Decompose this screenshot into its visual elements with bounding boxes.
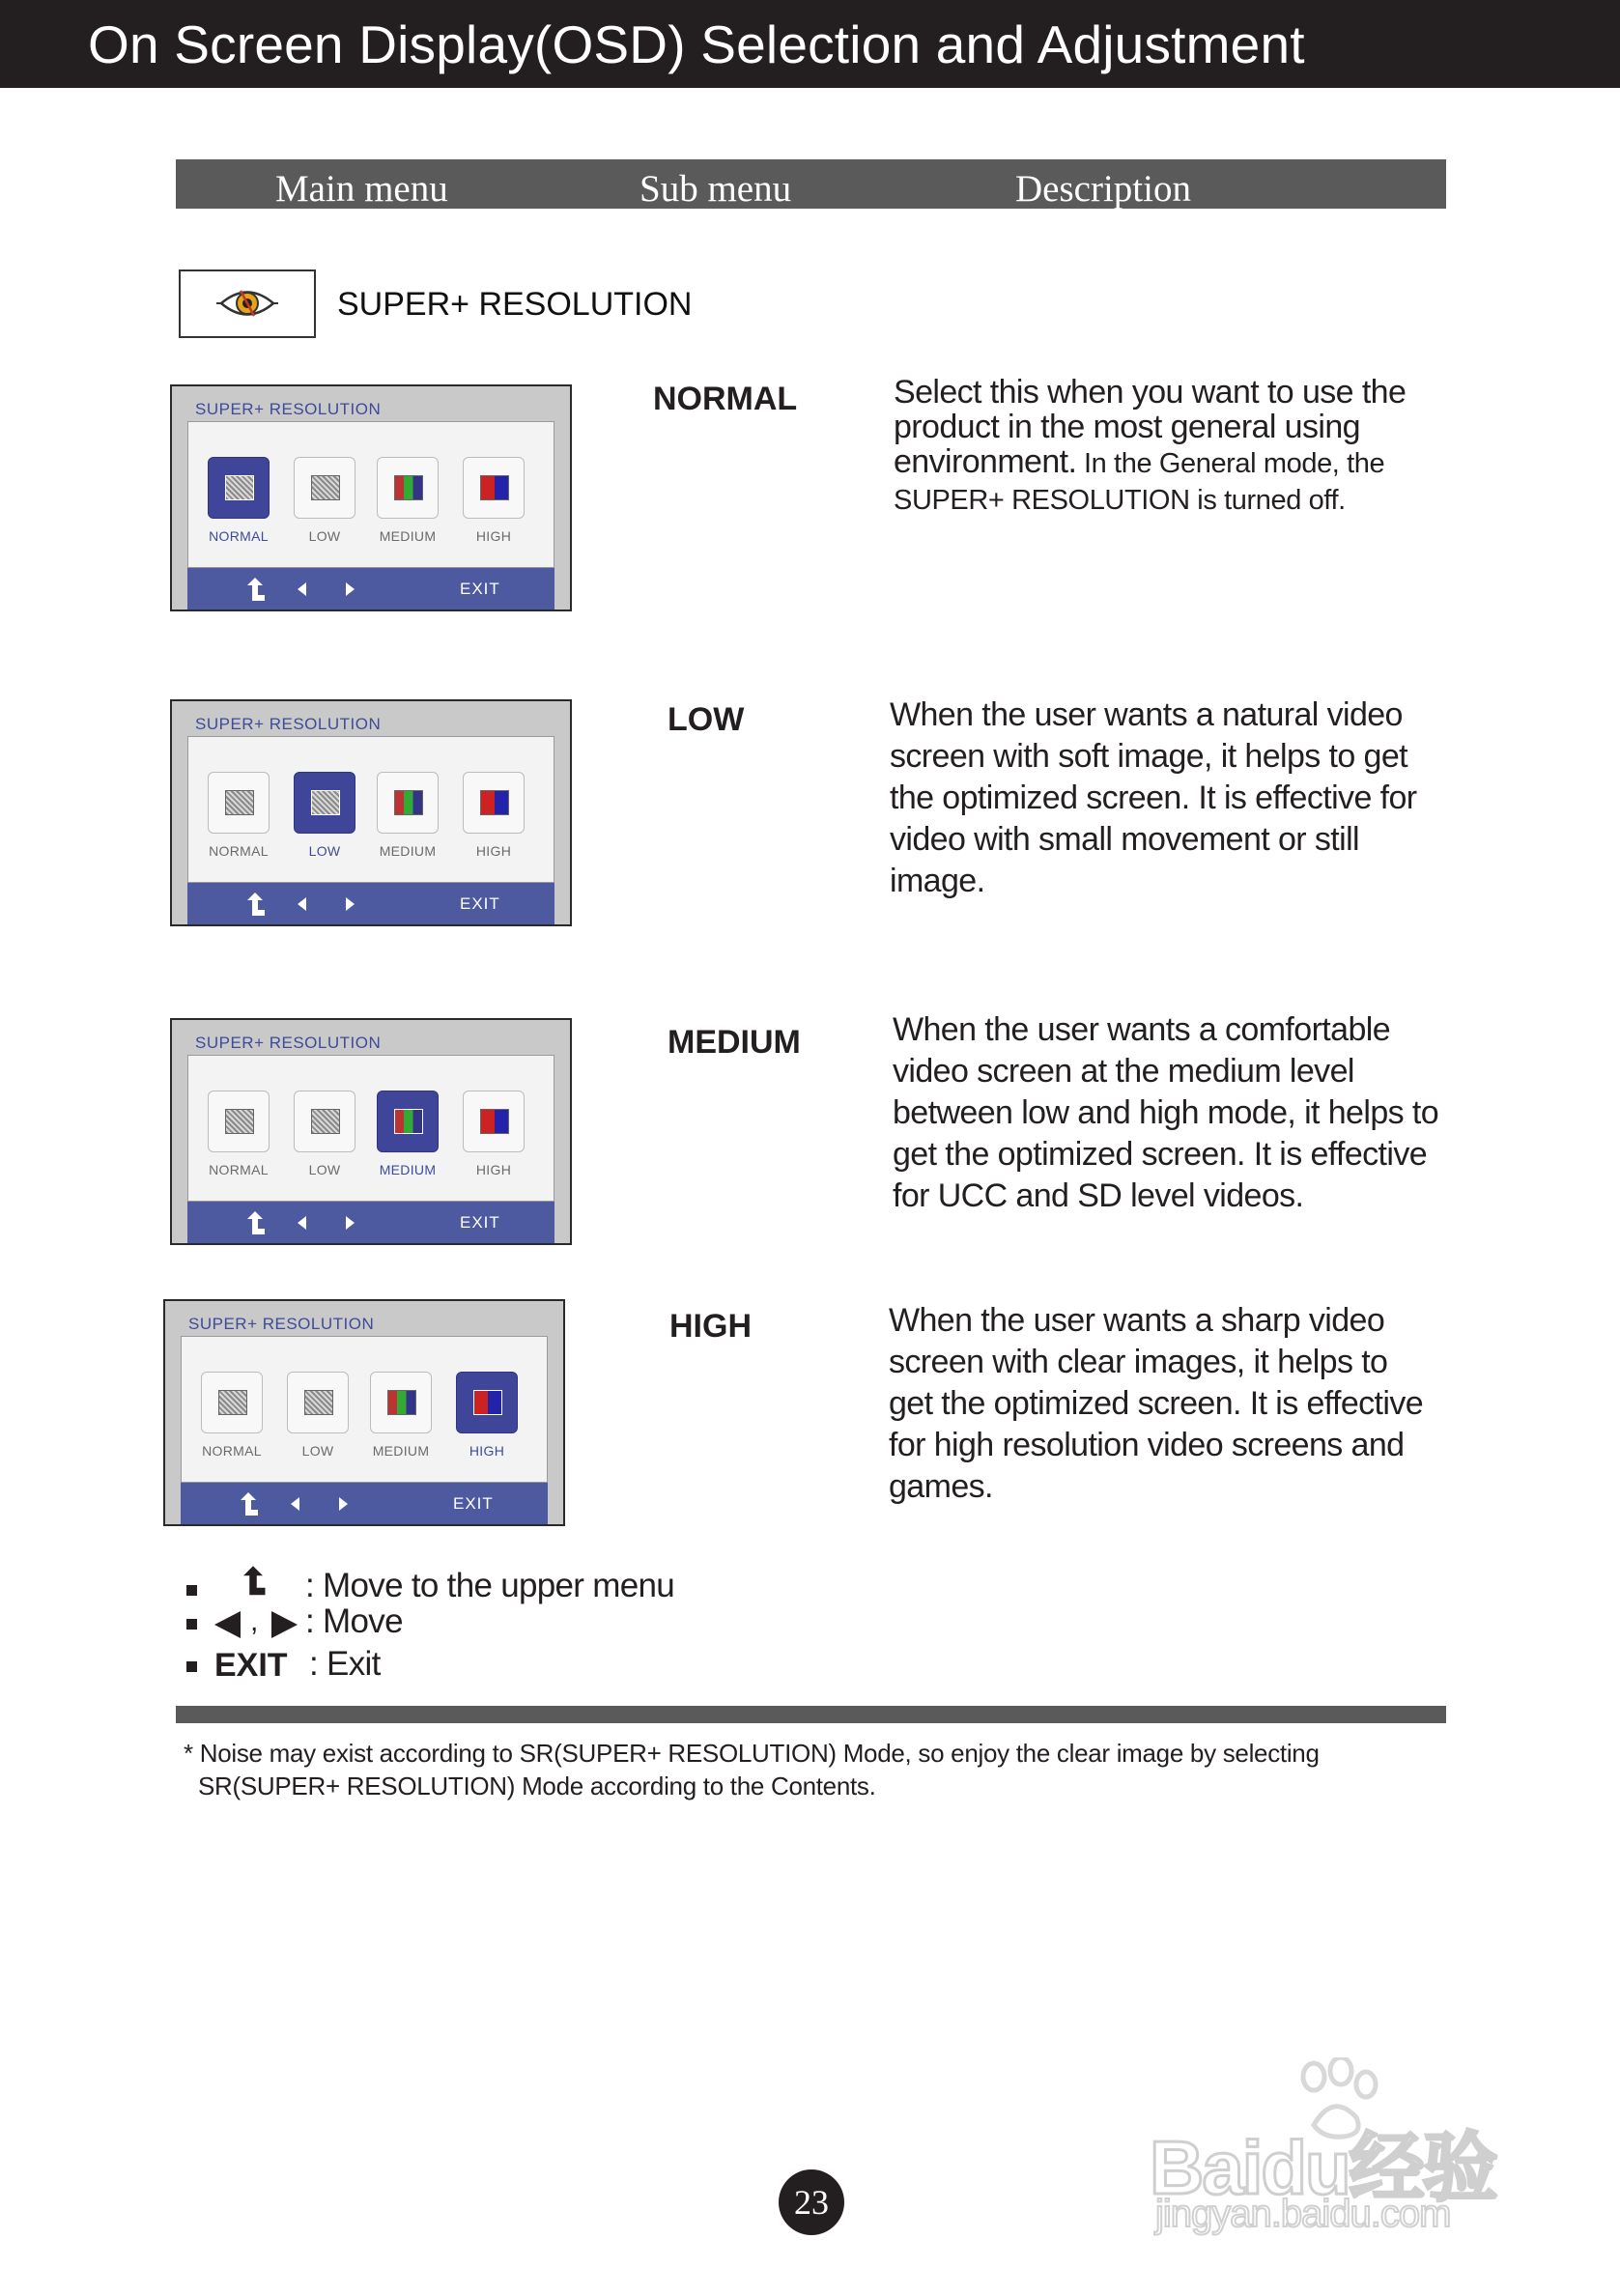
osd-option-medium[interactable] bbox=[377, 457, 439, 519]
description-small-text: In the General mode, the SUPER+ RESOLUTION is turned off. bbox=[894, 448, 1385, 516]
osd-exit-button[interactable]: EXIT bbox=[460, 1213, 500, 1232]
osd-option-normal[interactable] bbox=[208, 457, 270, 519]
option-screen-icon bbox=[387, 1390, 416, 1415]
legend-exit: : Exit bbox=[309, 1645, 381, 1683]
return-arrow-icon[interactable] bbox=[243, 1209, 267, 1234]
return-arrow-icon[interactable] bbox=[243, 576, 267, 601]
main-menu-icon-box bbox=[179, 269, 316, 338]
osd-option-high[interactable] bbox=[463, 1091, 525, 1152]
osd-title: SUPER+ RESOLUTION bbox=[188, 1315, 375, 1333]
osd-panel-medium bbox=[170, 1018, 572, 1245]
right-arrow-icon bbox=[271, 1611, 298, 1638]
legend-bullet bbox=[186, 1661, 197, 1672]
column-main-menu: Main menu bbox=[275, 168, 448, 210]
option-screen-icon bbox=[480, 790, 509, 815]
osd-option-normal[interactable] bbox=[208, 772, 270, 834]
column-sub-menu: Sub menu bbox=[639, 168, 792, 210]
legend-bullet bbox=[186, 1585, 197, 1596]
return-arrow-icon[interactable] bbox=[243, 891, 267, 916]
osd-option-high[interactable] bbox=[463, 772, 525, 834]
right-arrow-icon[interactable] bbox=[346, 897, 355, 911]
osd-panel-high bbox=[163, 1299, 565, 1526]
osd-option-high[interactable] bbox=[463, 457, 525, 519]
page-title: On Screen Display(OSD) Selection and Adjustment bbox=[88, 14, 1305, 74]
watermark-cn: 经验 bbox=[1349, 2125, 1496, 2210]
osd-exit-button[interactable]: EXIT bbox=[460, 894, 500, 913]
osd-option-low[interactable] bbox=[294, 1091, 355, 1152]
option-screen-icon bbox=[225, 790, 254, 815]
osd-panel-normal bbox=[170, 384, 572, 611]
osd-options-area bbox=[181, 1336, 548, 1483]
option-screen-icon bbox=[218, 1390, 247, 1415]
osd-option-medium[interactable] bbox=[377, 1091, 439, 1152]
osd-options-area bbox=[187, 421, 554, 568]
osd-options-area bbox=[187, 1055, 554, 1202]
sub-menu-medium: MEDIUM bbox=[668, 1024, 801, 1061]
description-medium: When the user wants a comfortable video screen at the medium level between low and high mode, it helps to get the optimized screen. It is effective for UCC and SD level videos. bbox=[893, 1011, 1439, 1214]
option-screen-icon bbox=[394, 475, 423, 500]
osd-option-low[interactable] bbox=[287, 1372, 349, 1433]
option-screen-icon bbox=[311, 475, 340, 500]
option-screen-icon bbox=[225, 1109, 254, 1134]
sub-menu-normal: NORMAL bbox=[653, 381, 798, 417]
right-arrow-icon[interactable] bbox=[339, 1497, 348, 1511]
osd-option-label: LOW bbox=[308, 528, 341, 544]
legend-separator: , bbox=[250, 1605, 258, 1637]
footnote-line-2: SR(SUPER+ RESOLUTION) Mode according to the Contents. bbox=[198, 1772, 876, 1800]
osd-option-label: MEDIUM bbox=[379, 843, 437, 859]
osd-option-low[interactable] bbox=[294, 457, 355, 519]
osd-options-area bbox=[187, 736, 554, 883]
osd-nav-bar bbox=[187, 883, 554, 924]
osd-option-label: LOW bbox=[301, 1443, 334, 1459]
legend-exit-key: EXIT bbox=[214, 1647, 288, 1684]
description-high: When the user wants a sharp video screen with clear images, it helps to get the optimized screen. It is effective for high resolution video screens and games. bbox=[889, 1302, 1424, 1505]
osd-panel-low bbox=[170, 699, 572, 926]
osd-option-label: MEDIUM bbox=[372, 1443, 430, 1459]
legend-upper-menu: : Move to the upper menu bbox=[305, 1567, 675, 1604]
legend-bullet bbox=[186, 1619, 197, 1630]
osd-title: SUPER+ RESOLUTION bbox=[195, 1034, 382, 1052]
osd-nav-bar bbox=[187, 1202, 554, 1243]
osd-exit-button[interactable]: EXIT bbox=[460, 580, 500, 598]
osd-option-label: MEDIUM bbox=[379, 528, 437, 544]
osd-option-label: HIGH bbox=[475, 1162, 512, 1177]
page-number: 23 bbox=[779, 2169, 844, 2235]
option-screen-icon bbox=[394, 1109, 423, 1134]
osd-option-medium[interactable] bbox=[377, 772, 439, 834]
option-screen-icon bbox=[311, 1109, 340, 1134]
osd-option-label: NORMAL bbox=[202, 1443, 262, 1459]
return-arrow-icon bbox=[239, 1563, 268, 1596]
eye-icon bbox=[181, 271, 314, 336]
sub-menu-high: HIGH bbox=[669, 1308, 752, 1345]
osd-option-label: NORMAL bbox=[209, 528, 269, 544]
description-low: When the user wants a natural video screen with soft image, it helps to get the optimized screen. It is effective for video with small movement or still image. bbox=[890, 696, 1417, 899]
legend-move: : Move bbox=[305, 1602, 403, 1640]
left-arrow-icon[interactable] bbox=[298, 897, 306, 911]
return-arrow-icon[interactable] bbox=[237, 1490, 260, 1516]
osd-nav-bar bbox=[187, 568, 554, 609]
description-main-text: Select this when you want to use the product in the most general using environment. bbox=[894, 374, 1407, 480]
osd-option-label: NORMAL bbox=[209, 843, 269, 859]
right-arrow-icon[interactable] bbox=[346, 582, 355, 596]
option-screen-icon bbox=[311, 790, 340, 815]
left-arrow-icon[interactable] bbox=[291, 1497, 299, 1511]
column-description: Description bbox=[1015, 168, 1191, 210]
osd-option-low[interactable] bbox=[294, 772, 355, 834]
left-arrow-icon[interactable] bbox=[298, 582, 306, 596]
osd-option-label: HIGH bbox=[469, 1443, 505, 1459]
option-screen-icon bbox=[473, 1390, 502, 1415]
left-arrow-icon bbox=[214, 1611, 241, 1638]
osd-title: SUPER+ RESOLUTION bbox=[195, 400, 382, 418]
osd-option-label: HIGH bbox=[475, 528, 512, 544]
sub-menu-low: LOW bbox=[668, 701, 745, 738]
footnote-line-1: * Noise may exist according to SR(SUPER+ RESOLUTION) Mode, so enjoy the clear image by selecting bbox=[184, 1739, 1320, 1768]
osd-option-normal[interactable] bbox=[201, 1372, 263, 1433]
osd-exit-button[interactable]: EXIT bbox=[453, 1494, 494, 1513]
option-screen-icon bbox=[225, 475, 254, 500]
right-arrow-icon[interactable] bbox=[346, 1216, 355, 1230]
main-menu-label: SUPER+ RESOLUTION bbox=[337, 286, 693, 323]
column-header-bar bbox=[176, 159, 1446, 209]
osd-option-label: HIGH bbox=[475, 843, 512, 859]
option-screen-icon bbox=[480, 1109, 509, 1134]
option-screen-icon bbox=[394, 790, 423, 815]
left-arrow-icon[interactable] bbox=[298, 1216, 306, 1230]
osd-option-normal[interactable] bbox=[208, 1091, 270, 1152]
osd-option-label: NORMAL bbox=[209, 1162, 269, 1177]
osd-option-label: LOW bbox=[308, 843, 341, 859]
osd-option-label: LOW bbox=[308, 1162, 341, 1177]
osd-title: SUPER+ RESOLUTION bbox=[195, 715, 382, 733]
description-normal bbox=[894, 375, 1435, 518]
osd-option-label: MEDIUM bbox=[379, 1162, 437, 1177]
option-screen-icon bbox=[304, 1390, 333, 1415]
watermark-brand: Baidu bbox=[1150, 2125, 1350, 2210]
osd-option-medium[interactable] bbox=[370, 1372, 432, 1433]
option-screen-icon bbox=[480, 475, 509, 500]
osd-option-high[interactable] bbox=[456, 1372, 518, 1433]
osd-nav-bar bbox=[181, 1483, 548, 1524]
section-divider bbox=[176, 1706, 1446, 1723]
watermark-url: jingyan.baidu.com bbox=[1155, 2193, 1451, 2235]
baidu-watermark bbox=[1150, 2057, 1526, 2241]
